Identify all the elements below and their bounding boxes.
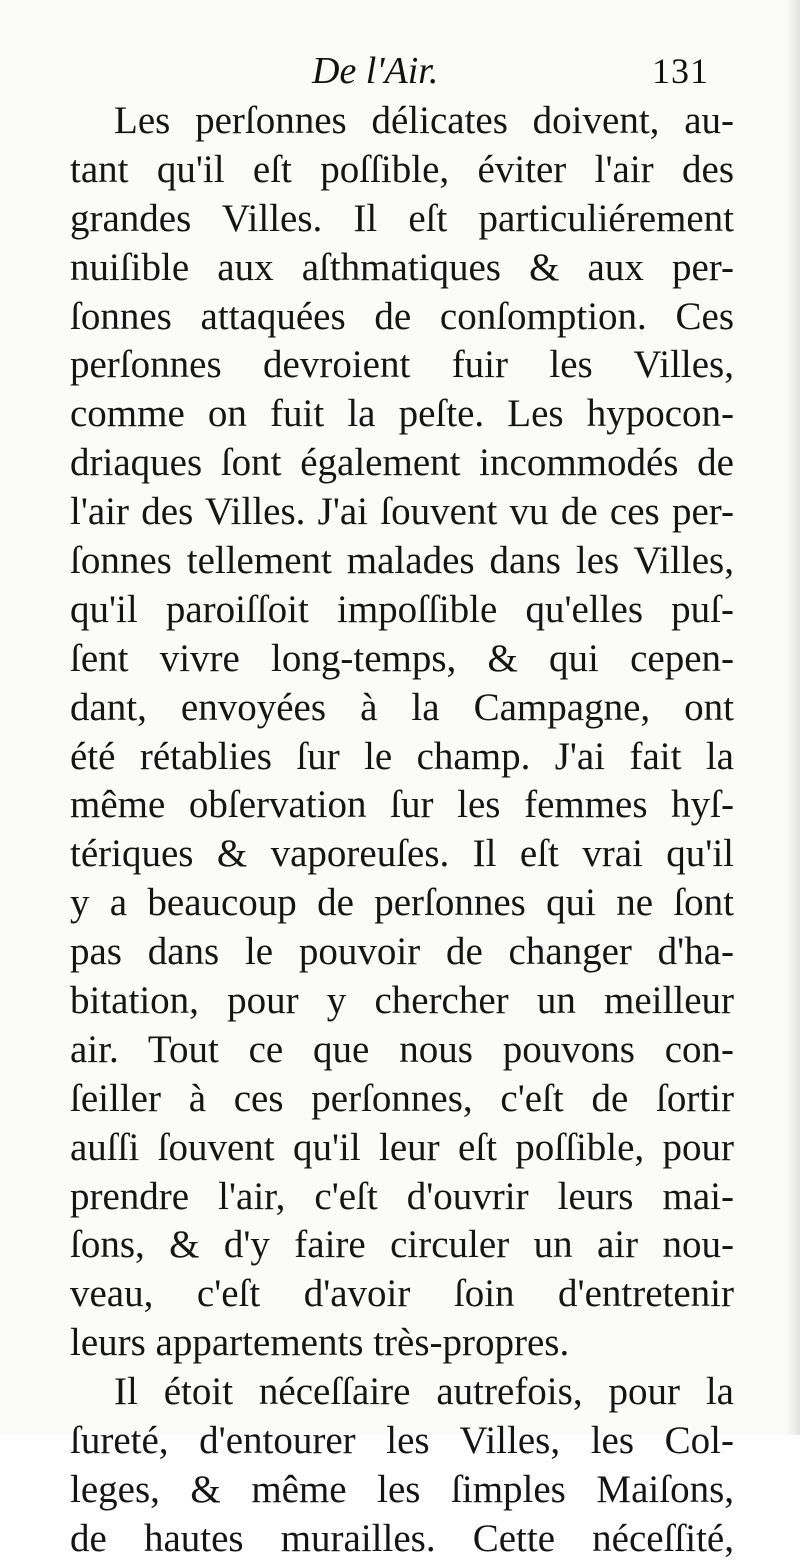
text-line: bitation, pour y chercher un meilleur [70,979,734,1023]
running-title: De l'Air. [312,50,439,92]
text-line: Les perſonnes délicates doivent, au- [114,99,734,142]
text-line: qu'il paroiſſoit impoſſible qu'elles puſ- [70,587,734,631]
text-line: grandes Villes. Il eſt particuliérement [70,196,734,240]
text-line: tant qu'il eſt poſſible, éviter l'air des [70,147,734,191]
page-number: 131 [652,51,709,91]
text-line: driaques ſont également incommodés de [70,441,734,485]
text-line: nuiſible aux aſthmatiques & aux per- [70,245,734,289]
text-line: prendre l'air, c'eſt d'ouvrir leurs mai- [70,1174,734,1218]
text-line: comme on fuit la peſte. Les hypocon- [70,392,734,436]
text-line: dant, envoyées à la Campagne, ont [70,685,734,729]
text-line: ſureté, d'entourer les Villes, les Col- [70,1419,734,1463]
page-header [0,46,800,96]
text-line: leges, & même les ſimples Maiſons, [70,1467,734,1511]
page-edge-shadow [786,0,800,1435]
text-line: ſons, & d'y faire circuler un air nou- [70,1223,734,1267]
text-line: tériques & vaporeuſes. Il eſt vrai qu'il [70,832,734,876]
text-line: veau, c'eſt d'avoir ſoin d'entretenir [70,1272,734,1316]
text-line: y a beaucoup de perſonnes qui ne ſont [70,881,734,925]
text-line: leurs appartements très-propres. [70,1321,570,1365]
text-line: ſent vivre long-temps, & qui cepen- [70,636,734,680]
body-text [70,97,734,1564]
text-line: été rétablies ſur le champ. J'ai fait la [70,734,734,778]
text-line: ſonnes attaquées de conſomption. Ces [70,294,734,338]
text-line: pas dans le pouvoir de changer d'ha- [70,930,734,974]
text-line: air. Tout ce que nous pouvons con- [70,1027,734,1071]
text-line: même obſervation ſur les femmes hyſ- [70,783,734,827]
text-line: de hautes murailles. Cette néceſſité, [70,1516,734,1560]
text-line: ſeiller à ces perſonnes, c'eſt de ſortir [70,1076,734,1120]
text-line: perſonnes devroient fuir les Villes, [70,343,734,387]
text-line: Il étoit néceſſaire autrefois, pour la [114,1370,734,1414]
text-line: ſonnes tellement malades dans les Villes, [70,539,734,583]
text-line: l'air des Villes. J'ai ſouvent vu de ces per- [70,490,734,534]
text-line: auſſi ſouvent qu'il leur eſt poſſible, pour [70,1125,734,1169]
